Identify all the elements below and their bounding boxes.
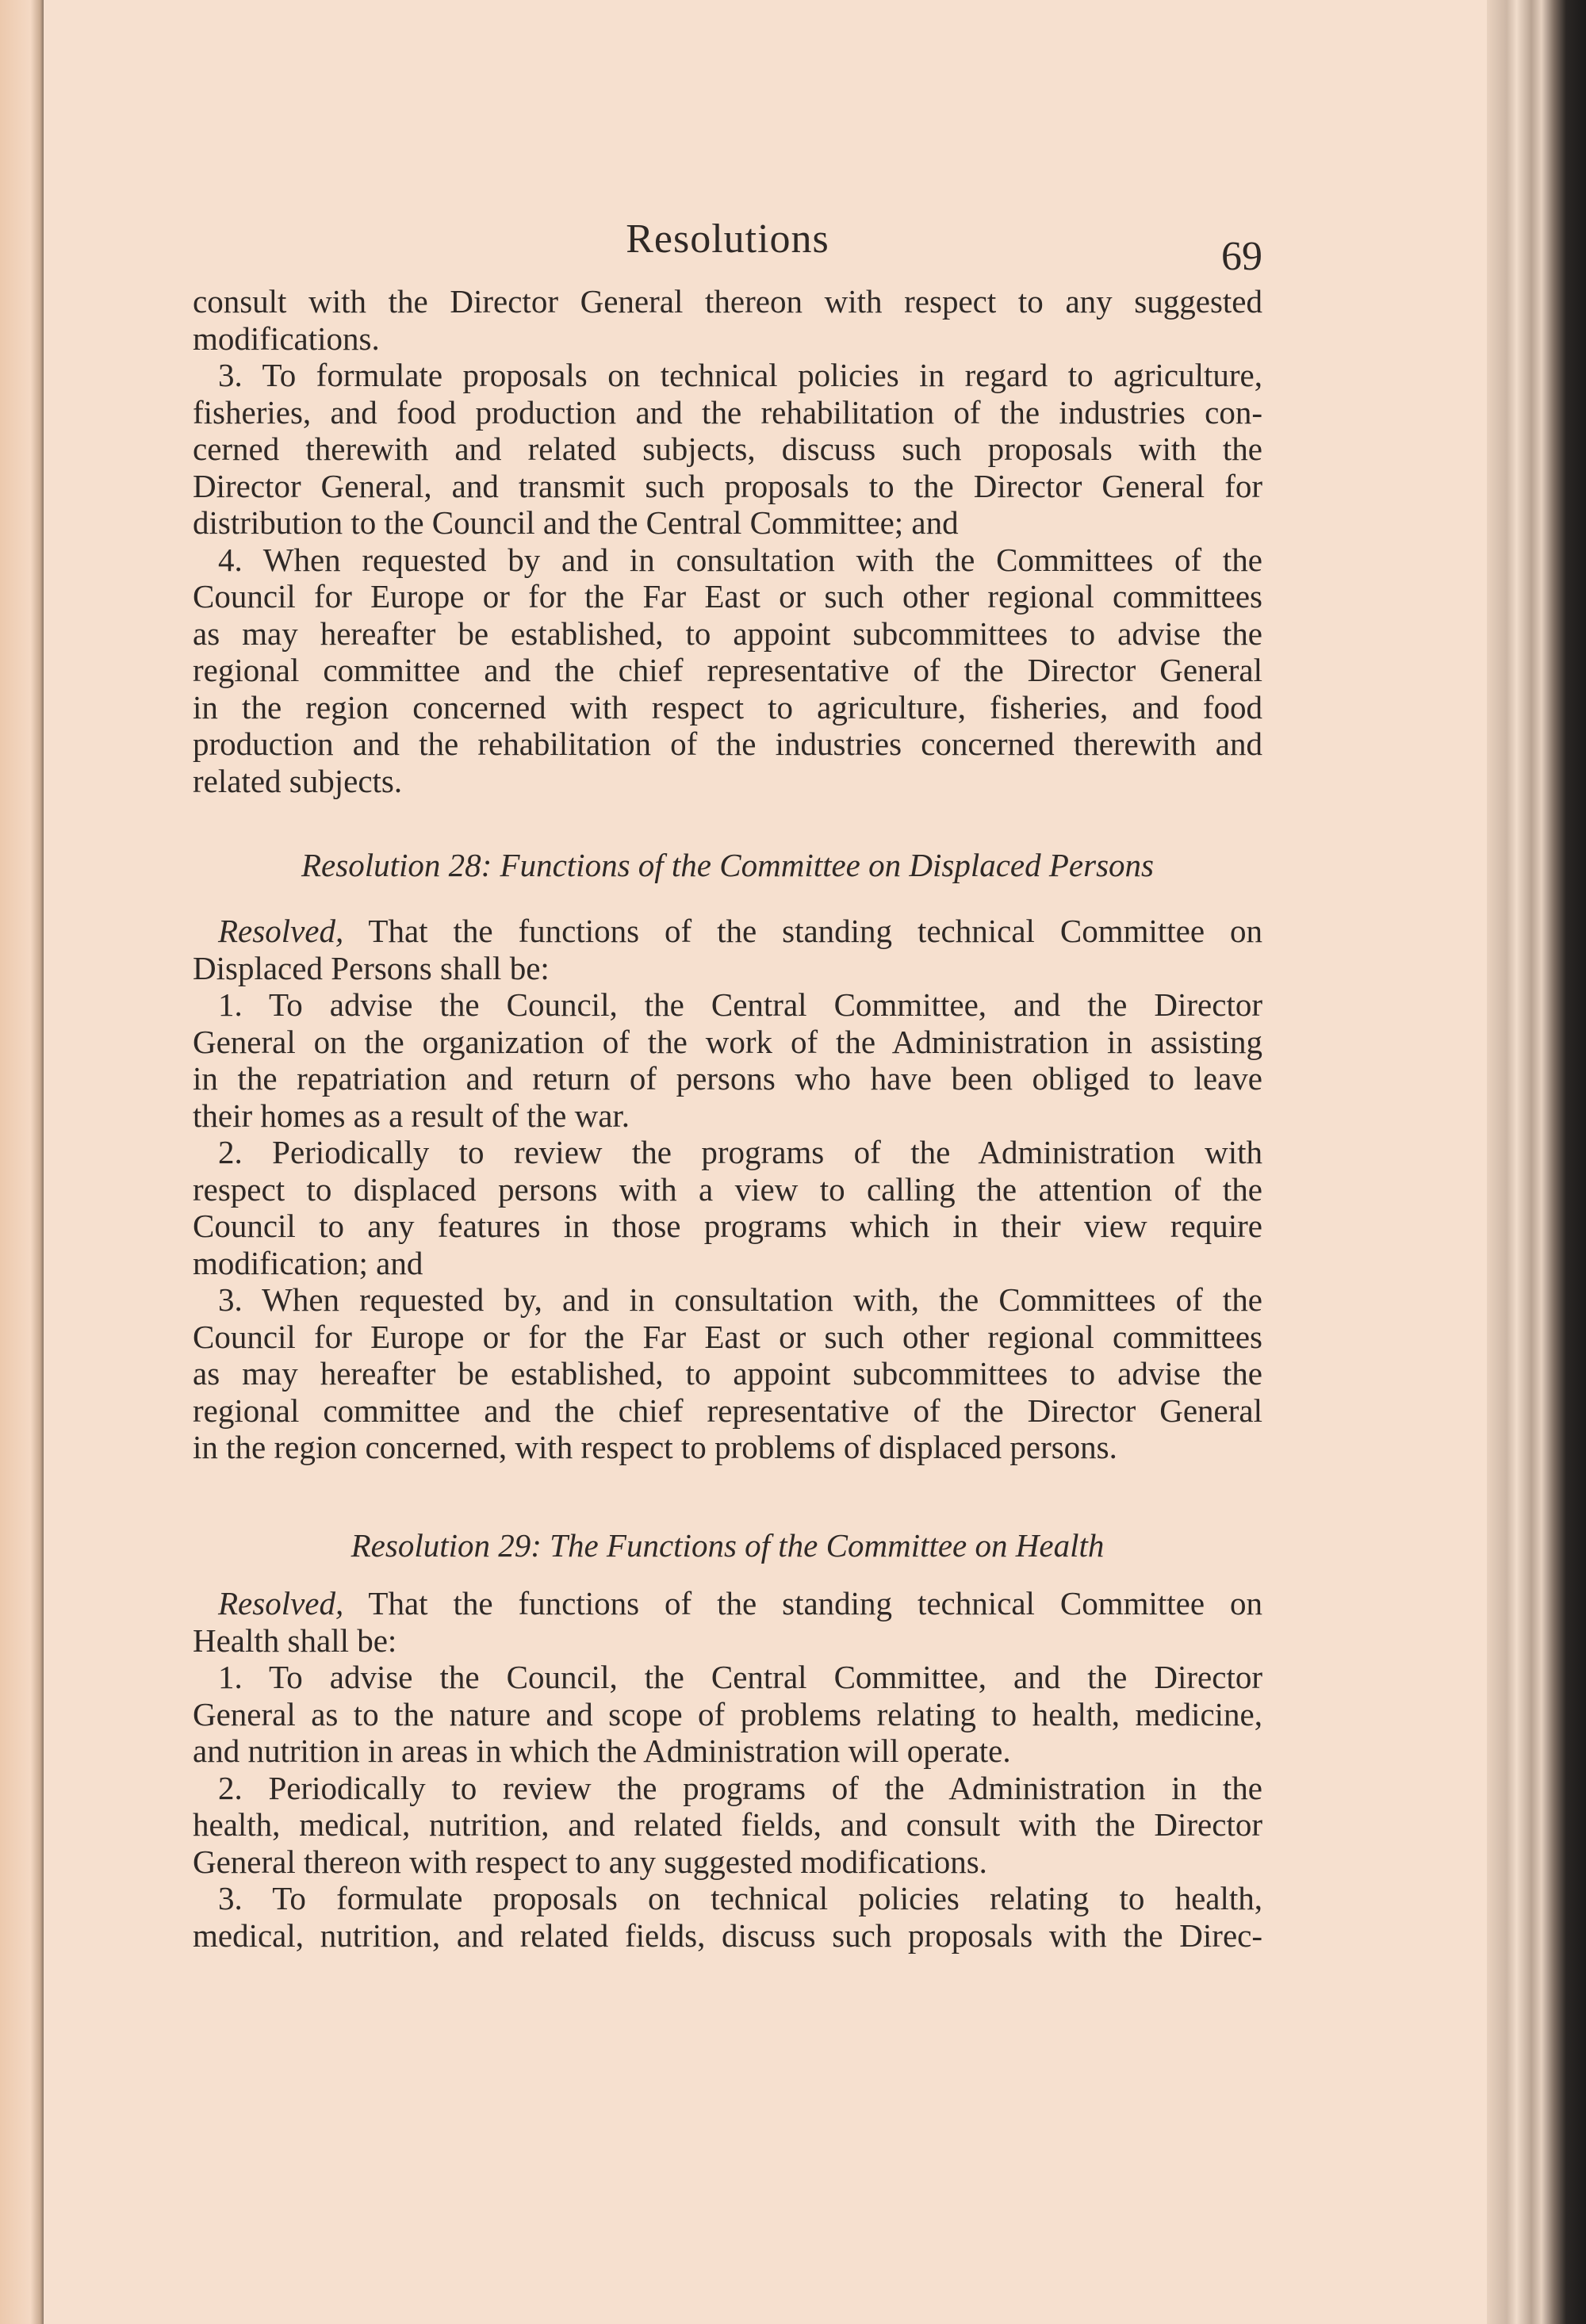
text-line: Council for Europe or for the Far East or such other regional committees (193, 1318, 1262, 1355)
text-line: in the repatriation and return of persons who have been obliged to leave (193, 1060, 1262, 1097)
text-line: fisheries, and food production and the rehabilitation of the industries con- (193, 393, 1262, 431)
text-line: Resolved, That the functions of the standing technical Committee on (218, 1585, 1262, 1621)
text-line: 1. To advise the Council, the Central Committee, and the Director (218, 986, 1262, 1023)
resolution-heading: Resolution 29: The Functions of the Committee on Health (351, 1527, 1105, 1564)
text-line: cerned therewith and related subjects, discuss such proposals with the (193, 431, 1262, 467)
running-title: Resolutions (626, 216, 829, 262)
text-line: General as to the nature and scope of problems relating to health, medicine, (193, 1695, 1262, 1732)
text-line: 4. When requested by and in consultation with the Committees of the (218, 541, 1262, 578)
paragraph (193, 913, 1262, 986)
text-line: their homes as a result of the war. (193, 1097, 630, 1134)
text-line: 1. To advise the Council, the Central Committee, and the Director (218, 1659, 1262, 1695)
text-line: 3. To formulate proposals on technical policies relating to health, (218, 1880, 1262, 1916)
text-line: related subjects. (193, 762, 403, 799)
text-line: modification; and (193, 1244, 423, 1281)
text-line: 2. Periodically to review the programs of the Administration with (218, 1134, 1262, 1170)
text-line: in the region concerned, with respect to problems of displaced persons. (193, 1429, 1117, 1465)
paragraph (193, 1281, 1262, 1466)
text-line: as may hereafter be established, to appoint subcommittees to advise the (193, 615, 1262, 652)
paragraph (193, 283, 1262, 357)
page-edges (1487, 0, 1586, 2324)
text-line: General on the organization of the work of the Administration in assisting (193, 1023, 1262, 1060)
text-section (193, 1585, 1262, 1954)
page-number: 69 (1221, 234, 1262, 279)
paragraph (193, 1659, 1262, 1770)
paragraph (193, 986, 1262, 1134)
text-line: health, medical, nutrition, and related fields, and consult with the Director (193, 1806, 1262, 1843)
book-gutter (0, 0, 44, 2324)
text-line: production and the rehabilitation of the industries concerned therewith and (193, 726, 1262, 762)
text-line: Director General, and transmit such proposals to the Director General for (193, 467, 1262, 504)
text-line: Council to any features in those programs which in their view require (193, 1208, 1262, 1244)
text-line: medical, nutrition, and related fields, discuss such proposals with the Direc- (193, 1916, 1262, 1954)
text-line: regional committee and the chief representative of the Director General (193, 1392, 1262, 1429)
text-line: in the region concerned with respect to agriculture, fisheries, and food (193, 688, 1262, 726)
text-line: 2. Periodically to review the programs of the Administration in the (218, 1769, 1262, 1806)
text-line: Health shall be: (193, 1621, 397, 1659)
text-section (193, 913, 1262, 1466)
text-line: Council for Europe or for the Far East or such other regional committees (193, 578, 1262, 615)
text-line: and nutrition in areas in which the Administration will operate. (193, 1732, 1011, 1769)
text-line: regional committee and the chief representative of the Director General (193, 652, 1262, 688)
paragraph (193, 542, 1262, 800)
text-line: Resolved, That the functions of the standing technical Committee on (218, 913, 1262, 949)
text-line: General thereon with respect to any suggested modifications. (193, 1843, 987, 1880)
resolution-heading: Resolution 28: Functions of the Committee on Displaced Persons (301, 847, 1154, 883)
paragraph (193, 1585, 1262, 1659)
text-section (193, 283, 1262, 799)
paragraph (193, 1134, 1262, 1281)
text-line: as may hereafter be established, to appoint subcommittees to advise the (193, 1355, 1262, 1392)
paragraph (193, 357, 1262, 542)
paragraph (193, 1770, 1262, 1881)
paragraph (193, 1880, 1262, 1954)
resolved-label: Resolved, (218, 1585, 344, 1621)
text-line: consult with the Director General thereon with respect to any suggested (193, 283, 1262, 320)
text-line: Displaced Persons shall be: (193, 949, 550, 986)
text-line: respect to displaced persons with a view to calling the attention of the (193, 1170, 1262, 1208)
text-line: modifications. (193, 320, 380, 357)
resolved-label: Resolved, (218, 913, 344, 949)
text-line: 3. To formulate proposals on technical policies in regard to agriculture, (218, 357, 1262, 393)
text-line: 3. When requested by, and in consultation with, the Committees of the (218, 1281, 1262, 1318)
page-header (193, 216, 1262, 279)
text-line: distribution to the Council and the Central Committee; and (193, 504, 959, 541)
